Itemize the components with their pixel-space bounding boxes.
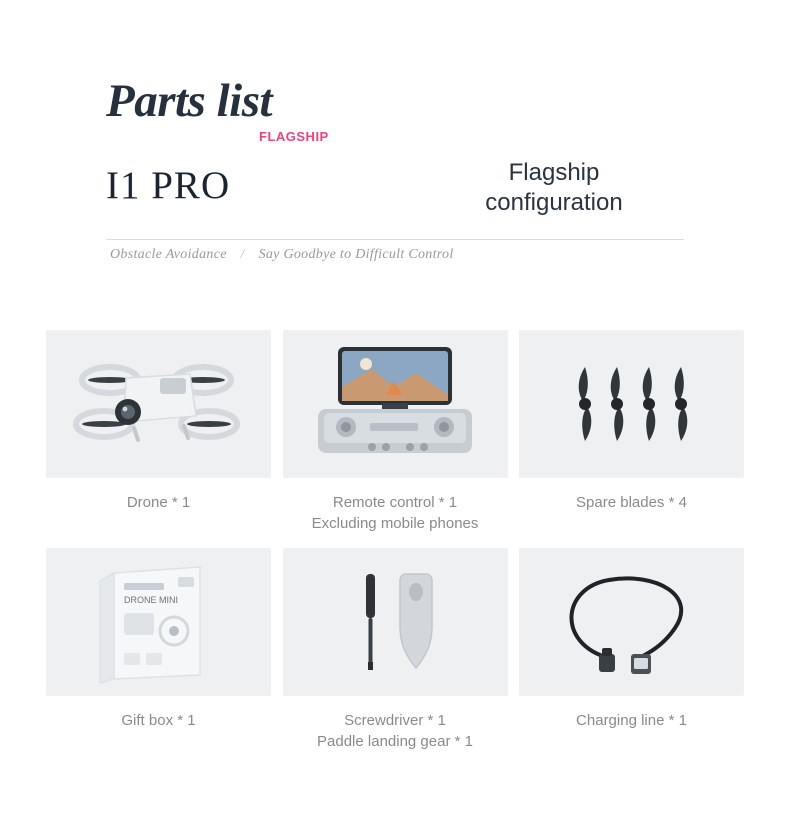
charging-cable-icon [547,562,717,682]
title-block [106,75,526,207]
subtitle-right: Say Goodbye to Difficult Control [258,247,454,262]
part-item-drone [46,330,271,534]
part-item-remote-control [283,330,508,534]
part-thumbnail [283,330,508,478]
part-item-screwdriver [283,548,508,752]
part-caption [46,710,271,731]
part-caption [283,492,508,534]
part-caption [519,710,744,731]
flagship-configuration [424,158,684,218]
header-subtitle [110,247,454,263]
part-caption-line1: Drone * 1 [126,494,191,511]
part-thumbnail [46,548,271,696]
part-item-gift-box [46,548,271,752]
part-caption [283,710,508,752]
subtitle-left: Obstacle Avoidance [110,247,227,262]
propeller-blades-icon [557,349,707,459]
parts-row [46,548,744,752]
part-caption-line1: Screwdriver * 1 [344,712,446,729]
screwdriver-icon [330,562,460,682]
part-thumbnail [519,548,744,696]
parts-grid [46,330,744,766]
header-divider [106,239,684,240]
part-caption-line1: Remote control * 1 [332,494,458,511]
part-caption [46,492,271,513]
product-model: I1 PRO [106,164,231,207]
part-caption-line1: Charging line * 1 [576,712,687,729]
part-caption-line2: Excluding mobile phones [311,515,479,532]
part-thumbnail [283,548,508,696]
flagship-config-line1: Flagship [508,159,600,186]
part-thumbnail [519,330,744,478]
part-caption-line2: Paddle landing gear * 1 [317,733,473,750]
page-title: Parts list [106,75,273,127]
part-caption-line1: Spare blades * 4 [576,494,687,511]
parts-row [46,330,744,534]
remote-control-icon [310,339,480,469]
part-thumbnail [46,330,271,478]
gift-box-icon [74,557,244,687]
flagship-config-line2: configuration [485,189,623,216]
subtitle-separator: / [240,247,245,262]
flagship-overlay-label: FLAGSHIP [259,129,329,144]
part-item-spare-blades [519,330,744,534]
part-caption [519,492,744,513]
part-caption-line1: Gift box * 1 [121,712,196,729]
part-item-charging-line [519,548,744,752]
page-header [0,0,790,262]
drone-icon [64,344,254,464]
svg-text:DRONE MINI: DRONE MINI [123,595,178,605]
